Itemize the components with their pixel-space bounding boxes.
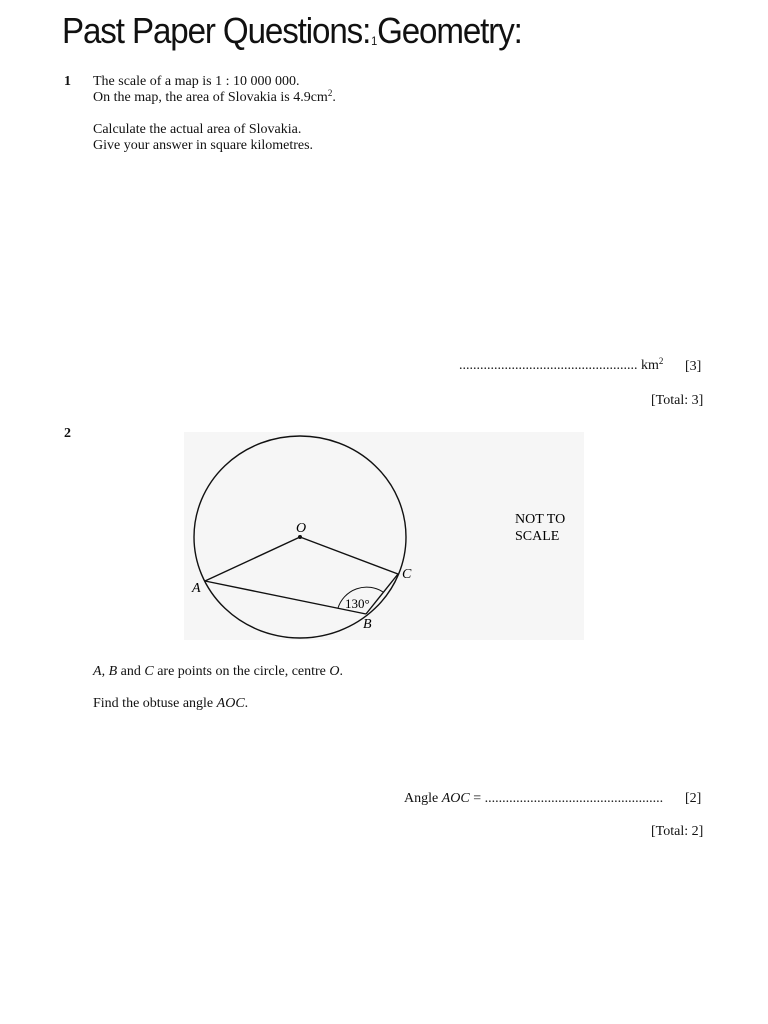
q2-line-1: A, B and C are points on the circle, centre O. xyxy=(93,664,344,679)
q1-answer-dots: ................................................... xyxy=(459,358,638,373)
q2-total: [Total: 2] xyxy=(651,824,704,839)
label-C: C xyxy=(402,567,412,582)
segment-OA xyxy=(205,537,300,581)
title-left: Past Paper Questions: xyxy=(62,10,371,51)
q1-line-2: On the map, the area of Slovakia is $4.9cm^2$. xyxy=(93,88,336,105)
segment-AB xyxy=(205,581,366,614)
q2-line-2: Find the obtuse angle AOC. xyxy=(93,696,249,711)
q1-line-1: The scale of a map is 1 : 10 000 000. xyxy=(93,74,300,89)
note-not-to: NOT TO xyxy=(515,512,566,527)
q1-line-4: Give your answer in square kilometres. xyxy=(93,138,314,153)
q2-answer-dots: ................................................... xyxy=(484,791,664,806)
question-1-number: 1 xyxy=(64,74,71,89)
note-scale: SCALE xyxy=(515,529,560,544)
q1-answer-unit: $km^2$ xyxy=(641,356,664,373)
segment-CB xyxy=(366,574,398,614)
angle-label-130: 130° xyxy=(345,596,370,611)
q1-line-3: Calculate the actual area of Slovakia. xyxy=(93,122,302,137)
question-2-number: 2 xyxy=(64,426,71,441)
q1-marks: [3] xyxy=(685,359,702,374)
title-right: Geometry: xyxy=(377,10,522,51)
segment-OC xyxy=(300,537,398,574)
q2-marks: [2] xyxy=(685,791,702,806)
q2-answer-line: Angle AOC = ................................................... xyxy=(404,791,664,806)
title-subscript: 1 xyxy=(371,34,377,48)
q1-total: [Total: 3] xyxy=(651,393,704,408)
label-O: O xyxy=(296,521,307,536)
label-A: A xyxy=(192,581,201,596)
label-B: B xyxy=(363,617,372,632)
